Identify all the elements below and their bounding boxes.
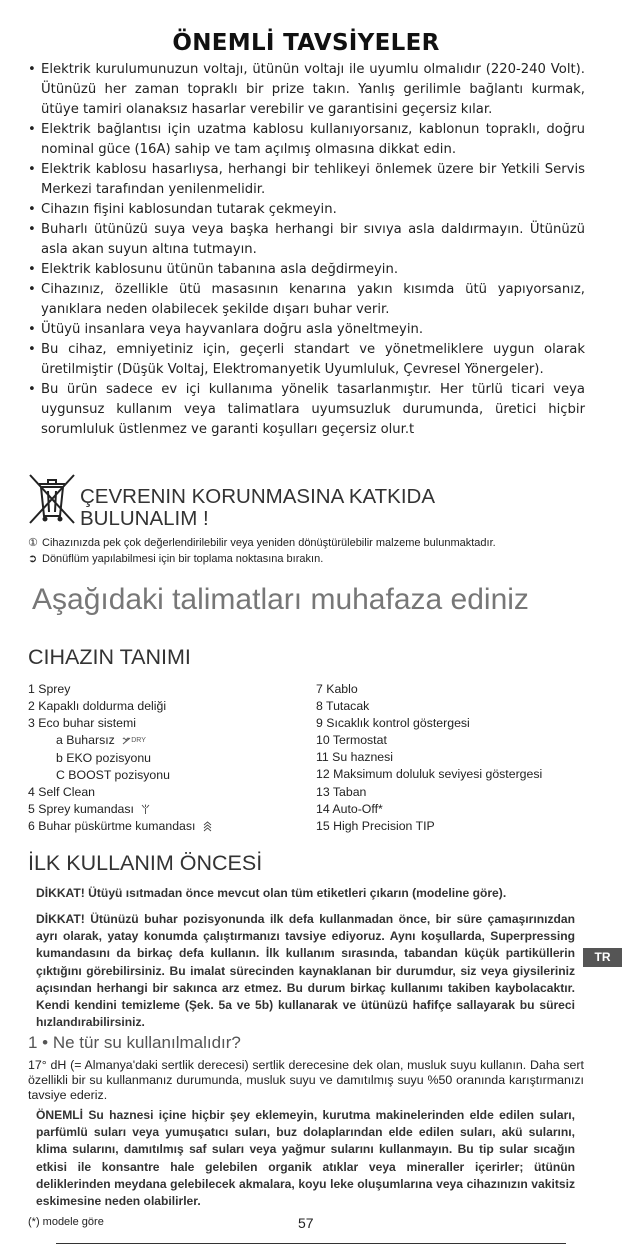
list-item: • Bu ürün sadece ev içi kullanıma yönelik tasarlanmıştır. Her türlü ticari veya uygunsuz kullanım veya talimatlara uyumsuzluk durumunda, üretici hiçbir sorumluluk üstlenmez ve garanti koşulları geçersiz olur.t xyxy=(28,380,585,440)
list-item: 9 Sıcaklık kontrol göstergesi xyxy=(316,716,470,731)
list-item: 13 Taban xyxy=(316,784,367,799)
environment-note-recyclable: ① Cihazınızda pek çok değerlendirilebilir veya yeniden dönüştürülebilir malzeme bulunmaktadır. xyxy=(28,537,496,549)
keep-instructions-heading: Aşağıdaki talimatları muhafaza ediniz xyxy=(32,583,529,616)
list-item: • Elektrik bağlantısı için uzatma kablosu kullanıyorsanız, kablonun topraklı, doğru nominal güce (16A) sahip ve tam açılmış olmasına dikkat edin. xyxy=(28,120,585,160)
list-item: 3 Eco buhar sistemi xyxy=(28,716,136,731)
water-heading: 1 • Ne tür su kullanılmalıdır? xyxy=(28,1033,241,1052)
list-item: • Bu cihaz, emniyetiniz için, geçerli standart ve yönetmeliklere uygun olarak üretilmiştir (Düşük Voltaj, Elektromanyetik Uyumluluk, Çevresel Yönergeler). xyxy=(28,340,585,380)
recycle-info-icon: ① xyxy=(28,537,38,549)
steam-burst-icon xyxy=(203,821,212,832)
list-item: b EKO pozisyonu xyxy=(56,750,152,765)
list-item: 15 High Precision TIP xyxy=(316,818,435,833)
footnote: (*) modele göre xyxy=(28,1216,104,1228)
list-item: 8 Tutacak xyxy=(316,699,370,714)
list-item: 14 Auto-Off* xyxy=(316,801,383,816)
divider xyxy=(56,1243,566,1244)
list-item: a Buharsız DRY xyxy=(28,732,212,749)
page-number: 57 xyxy=(298,1215,314,1231)
list-item: 5 Sprey kumandası xyxy=(28,801,212,818)
list-item: • Buharlı ütünüzü suya veya başka herhangi bir sıvıya asla daldırmayın. Ütünüzü asla akan suyun altına tutmayın. xyxy=(28,220,585,260)
list-item: C BOOST pozisyonu xyxy=(56,767,170,782)
first-use-heading: İLK KULLANIM ÖNCESİ xyxy=(28,851,263,875)
description-heading: CIHAZIN TANIMI xyxy=(28,645,191,669)
parts-list-left xyxy=(28,681,212,835)
language-badge: TR xyxy=(583,948,622,967)
page-title: ÖNEMLİ TAVSİYELER xyxy=(172,30,440,56)
crossed-out-bin-icon xyxy=(27,472,77,526)
list-item: 4 Self Clean xyxy=(28,784,95,799)
list-item: 11 Su haznesi xyxy=(316,750,394,765)
arrow-icon: ➲ xyxy=(28,553,38,565)
first-use-warning-labels: DİKKAT! Ütüyü ısıtmadan önce mevcut olan tüm etiketleri çıkarın (modeline göre). xyxy=(36,886,507,900)
water-paragraph: 17° dH (= Almanya'daki sertlik derecesi) sertlik derecesine dek olan, musluk suyu kullanın. Daha sert özellikli bir su kullanmanız durumunda, musluk suyu ve damıtılmış suyu %50 oranında karıştırmanızı tavsiye ederiz. xyxy=(28,1058,584,1103)
list-item: • Ütüyü insanlara veya hayvanlara doğru asla yöneltmeyin. xyxy=(28,320,585,340)
list-item: 2 Kapaklı doldurma deliği xyxy=(28,699,167,714)
list-item: 12 Maksimum doluluk seviyesi göstergesi xyxy=(316,767,543,782)
list-item: 1 Sprey xyxy=(28,682,71,696)
list-item: • Elektrik kablosunu ütünün tabanına asla değdirmeyin. xyxy=(28,260,585,280)
list-item: • Elektrik kablosu hasarlıysa, herhangi bir tehlikeyi önlemek üzere bir Yetkili Servis Merkezi tarafından yenilenmelidir. xyxy=(28,160,585,200)
list-item: 6 Buhar püskürtme kumandası xyxy=(28,818,212,835)
water-important-note: ÖNEMLİ Su haznesi içine hiçbir şey eklemeyin, kurutma makinelerinden elde edilen suları, parfümlü suları veya yumuşatıcı suları, buz dolaplarından elde edilen suları, akü sularını, klima sularını, damıtılmış saf suları veya yağmur sularını kullanmayın. Bu tip sular sıcağın etkisi ile konsantre hale gelebilen organik atıklar veya mineraller içerirler; ütünün deliklerinden meydana gelebilecek akmalara, koyu leke oluşumlarına veya cihazınızın vakitsiz eskimesine neden olabilirler. xyxy=(36,1108,575,1209)
list-item: • Elektrik kurulumunuzun voltajı, ütünün voltajı ile uyumlu olmalıdır (220-240 Volt). Ütünüzü her zaman topraklı bir prize takın. Yanlış gerilimle bağlantı kurmak, ütüye tamiri olanaksız hasarlar verebilir ve garantisini geçersiz kılar. xyxy=(28,60,585,120)
list-item: • Cihazınız, özellikle ütü masasının kenarına yakın kısımda ütü yapıyorsanız, yanıklara neden olabilecek şekilde dışarı buhar verir. xyxy=(28,280,585,320)
parts-list-right xyxy=(316,681,542,835)
first-use-warning-steam: DİKKAT! Ütünüzü buhar pozisyonunda ilk defa kullanmadan önce, bir süre çamaşırınızdan ayrı olarak, yatay konumda çalıştırmanızı tavsiye ediyoruz. Aynı koşullarda, Superpressing kumandasını da birkaç defa kullanın. İlk kullanım sırasında, tabandan küçük partiküllerin çıktığını görebilirsiniz. Bu imalat sürecinden kaynaklanan bir durumdur, siz veya giysileriniz açısından herhangi bir sakınca arz etmez. Bu durum birkaç kullanımı takiben kaybolacaktır. Kendi kendini temizleme (Şek. 5a ve 5b) kullanarak ve ütünüzü hafifçe sallayarak bu süreci hızlandırabilirsiniz. xyxy=(36,912,575,1030)
safety-tips-list xyxy=(28,60,585,440)
dry-steam-off-icon: DRY xyxy=(122,732,146,749)
list-item: 7 Kablo xyxy=(316,682,358,696)
list-item: 10 Termostat xyxy=(316,733,387,748)
environment-heading: ÇEVRENIN KORUNMASINA KATKIDA BULUNALIM ! xyxy=(80,485,436,530)
spray-icon xyxy=(141,804,150,815)
environment-note-collection: ➲ Dönüflüm yapılabilmesi için bir toplama noktasına bırakın. xyxy=(28,553,324,565)
list-item: • Cihazın fişini kablosundan tutarak çekmeyin. xyxy=(28,200,585,220)
